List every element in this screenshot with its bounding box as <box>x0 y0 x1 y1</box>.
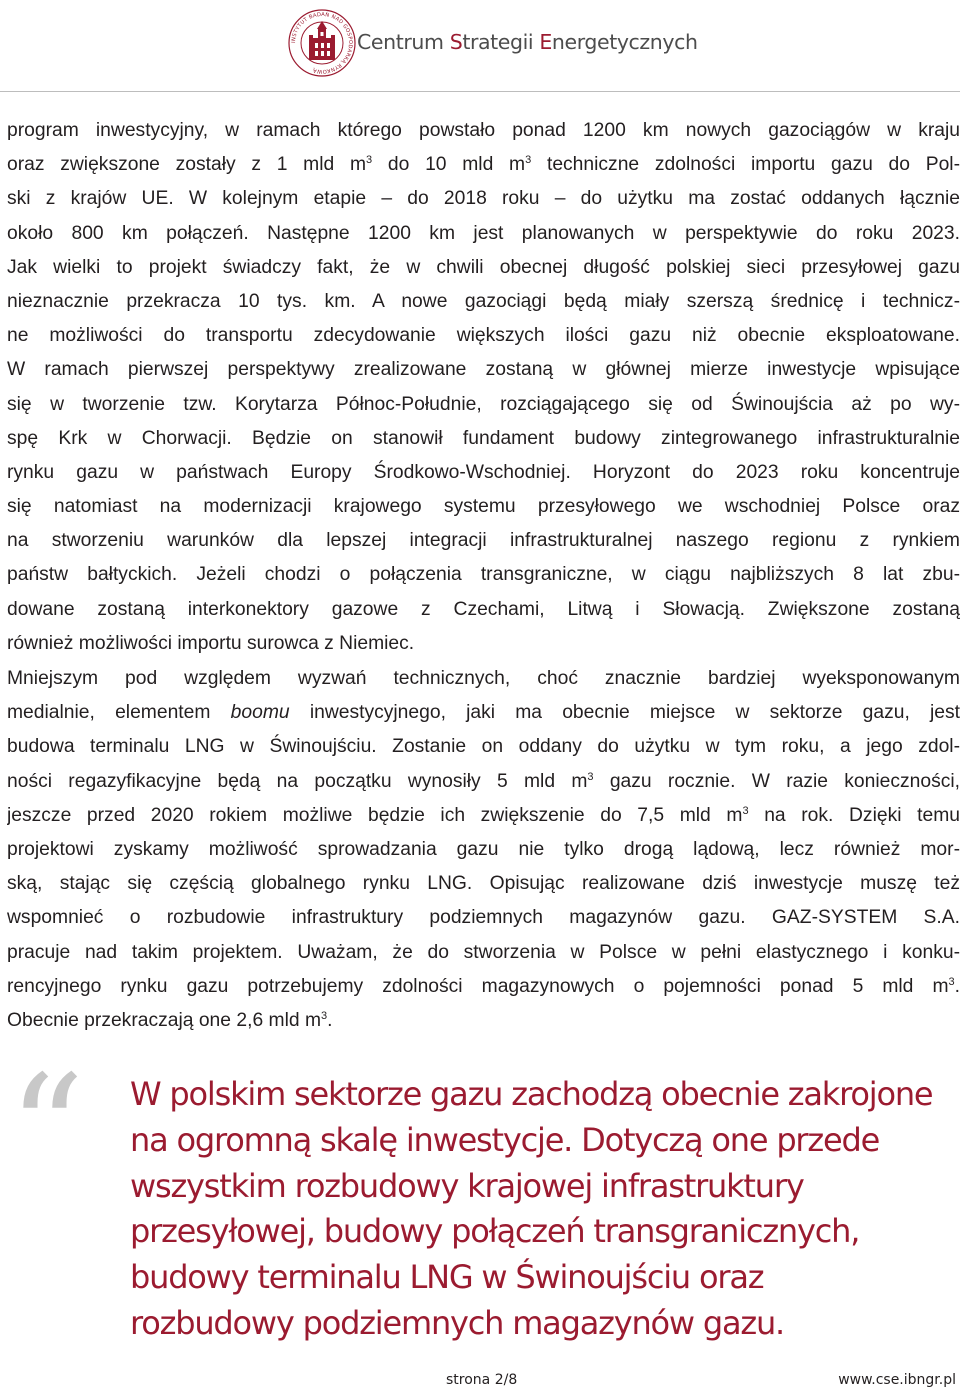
text-line <box>7 799 960 833</box>
quote-line: rozbudowy podziemnych magazynów gazu. <box>130 1303 785 1342</box>
text-line: dowane zostaną interkonektory gazowe z Czechami, Litwą i Słowacją. Zwiększone zostaną <box>7 598 960 620</box>
text-segment: Obecnie przekraczają one 2,6 mld m <box>7 1009 322 1031</box>
header-divider <box>0 91 960 92</box>
text-line: pracuje nad takim projektem. Uważam, że do stworzenia w Polsce w pełni elastycznego i konku- <box>7 941 960 963</box>
text-line: Mniejszym pod względem wyzwań technicznych, choć znacznie bardziej wyeksponowanym <box>7 668 960 689</box>
text-segment: ności regazyfikacyjne będą na początku wynosiły 5 mld m <box>7 770 588 792</box>
text-line <box>7 148 960 182</box>
text-segment: . <box>327 1009 333 1031</box>
text-line: się natomiast na modernizacji krajowego systemu przesyłowego we wschodniej Polsce oraz <box>7 496 960 518</box>
text-line <box>7 765 960 799</box>
superscript: 3 <box>525 154 532 167</box>
text-line: na stworzeniu warunków dla lepszej integracji infrastrukturalnej naszego regionu z rynkiem <box>7 530 960 552</box>
text-line: również możliwości importu surowca z Niemiec. <box>7 632 415 654</box>
text-segment: . <box>954 975 960 997</box>
quote-line: wszystkim rozbudowy krajowej infrastruktury <box>130 1166 804 1205</box>
ibngr-tower-seal-icon <box>287 8 357 78</box>
superscript: 3 <box>366 154 373 167</box>
text-line <box>7 696 960 730</box>
quote-line: przesyłowej, budowy połączeń transgranicznych, <box>130 1212 860 1251</box>
text-line: się w tworzenie tzw. Korytarza Północ-Południe, rozciągającego się od Świnoujścia aż po wy- <box>7 393 960 415</box>
text-line: projektowi zyskamy możliwość sprowadzania gazu nie tylko drogą lądową, lecz również mor- <box>7 838 960 860</box>
brand-initial: S <box>449 30 463 54</box>
text-line: około 800 km połączeń. Następne 1200 km jest planowanych w perspektywie do roku 2023. <box>7 222 960 244</box>
superscript: 3 <box>948 975 955 988</box>
text-segment: na rok. Dzięki temu <box>748 804 960 826</box>
superscript: 3 <box>321 1009 328 1022</box>
brand-initial: E <box>539 30 552 54</box>
text-segment: do 10 mld m <box>372 154 526 176</box>
text-segment: oraz zwiększone zostały z 1 mld m <box>7 154 367 176</box>
text-line: Jak wielki to projekt świadczy fakt, że w chwili obecnej długość polskiej sieci przesyłowej gazu <box>7 256 960 278</box>
quote-line: na ogromną skalę inwestycje. Dotyczą one przede <box>130 1120 880 1159</box>
text-segment: gazu rocznie. W razie konieczności, <box>593 770 960 792</box>
superscript: 3 <box>742 804 749 817</box>
text-segment: jeszcze przed 2020 rokiem możliwe będzie ich zwiększenie do 7,5 mld m <box>7 804 743 826</box>
text-segment: medialnie, elementem <box>7 702 231 724</box>
text-line <box>7 970 960 1004</box>
logo-ring-text: INSTYTUT BADAŃ NAD GOSPODARKĄ RYNKOWĄ <box>290 11 354 75</box>
text-segment: techniczne zdolności importu gazu do Pol- <box>531 154 960 176</box>
text-line: budowa terminalu LNG w Świnoujściu. Zostanie on oddany do użytku w tym roku, a jego zdol- <box>7 736 960 758</box>
emphasis: boomu <box>230 702 290 724</box>
quote-line: W polskim sektorze gazu zachodzą obecnie zakrojone <box>130 1075 933 1113</box>
text-segment: inwestycyjnego, jaki ma obecnie miejsce w sektorze gazu, jest <box>289 702 960 724</box>
text-line: spę Krk w Chorwacji. Będzie on stanowił fundament budowy zintegrowanego infrastrukturalnie <box>7 427 960 449</box>
paragraph-1 <box>7 114 960 661</box>
text-line: program inwestycyjny, w ramach którego powstało ponad 1200 km nowych gazociągów w kraju <box>7 120 960 141</box>
text-line: ne możliwości do transportu zdecydowanie większych ilości gazu niż obecnie eksploatowane. <box>7 325 960 347</box>
website-link[interactable]: www.cse.ibngr.pl <box>838 1372 956 1388</box>
brand-name: Centrum Strategii Energetycznych <box>357 30 698 54</box>
text-line: W ramach pierwszej perspektywy zrealizowane zostaną w głównej mierze inwestycje wpisujące <box>7 359 960 381</box>
superscript: 3 <box>587 770 594 783</box>
text-line: ską, stając się częścią globalnego rynku LNG. Opisując realizowane dziś inwestycje muszę też <box>7 873 960 895</box>
text-line: wspomnieć o rozbudowie infrastruktury podziemnych magazynów gazu. GAZ-SYSTEM S.A. <box>7 907 960 929</box>
text-line: nieznacznie przekracza 10 tys. km. A nowe gazociągi będą miały szerszą średnicę i technicz- <box>7 290 960 312</box>
text-line: państw bałtyckich. Jeżeli chodzi o połączenia transgraniczne, w ciągu najbliższych 8 lat zbu- <box>7 564 960 586</box>
quote-line: budowy terminalu LNG w Świnoujściu oraz <box>130 1258 764 1297</box>
text-line: ski z krajów UE. W kolejnym etapie – do 2018 roku – do użytku ma zostać oddanych łącznie <box>7 188 960 210</box>
page-number: strona 2/8 <box>446 1372 518 1388</box>
quote-mark-icon: “ <box>8 1044 85 1218</box>
pull-quote <box>130 1072 960 1347</box>
text-line <box>7 1004 960 1038</box>
page-header <box>0 0 960 92</box>
text-segment: rencyjnego rynku gazu potrzebujemy zdolności magazynowych o pojemności ponad 5 mld m <box>7 975 949 997</box>
text-line: rynku gazu w państwach Europy Środkowo-Wschodniej. Horyzont do 2023 roku koncentruje <box>7 461 960 483</box>
paragraph-2 <box>7 662 960 1038</box>
